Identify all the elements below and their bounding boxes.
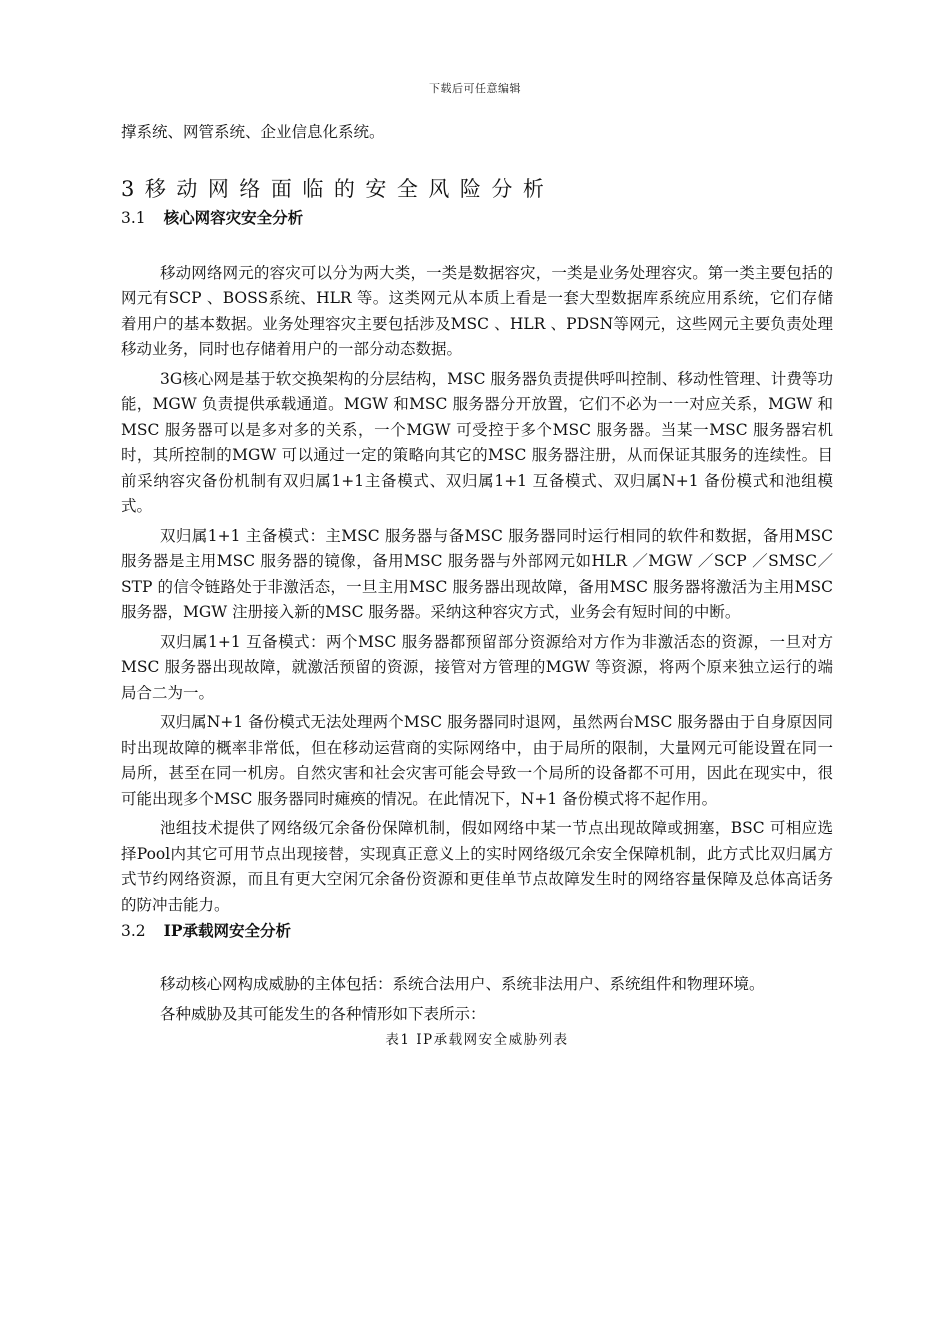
page-header: 下载后可任意编辑 [429, 82, 521, 95]
document-body [121, 120, 833, 1051]
section-heading-3-2 [121, 918, 833, 944]
body-paragraph: 3G核心网是基于软交换架构的分层结构，MSC 服务器负责提供呼叫控制、移动性管理、计费等功能，MGW 负责提供承载通道。MGW 和MSC 服务器分开放置，它们不必为一一对应关系，MGW 和MSC 服务器可以是多对多的关系，一个MGW 可受控于多个MSC 服务器。当某一MSC 服务器宕机时，其所控制的MGW 可以通过一定的策略向其它的MSC 服务器注册，从而保证其服务的连续性。目前采纳容灾备份机制有双归属1+1主备模式、双归属1+1 互备模式、双归属N+1 备份模式和池组模式。 [121, 369, 833, 515]
body-paragraph: 移动网络网元的容灾可以分为两大类，一类是数据容灾，一类是业务处理容灾。第一类主要包括的网元有SCP 、BOSS系统、HLR 等。这类网元从本质上看是一套大型数据库系统应用系统，它们存储着用户的基本数据。业务处理容灾主要包括涉及MSC 、HLR 、PDSN等网元，这些网元主要负责处理移动业务，同时也存储着用户的一部分动态数据。 [121, 263, 833, 358]
section-heading-3-1 [121, 205, 833, 231]
section-title: IP承载网安全分析 [163, 921, 292, 940]
chapter-heading: 3移动网络面临的安全风险分析 [121, 176, 555, 201]
body-paragraph: 双归属N+1 备份模式无法处理两个MSC 服务器同时退网，虽然两台MSC 服务器由于自身原因同时出现故障的概率非常低，但在移动运营商的实际网络中，由于局所的限制，大量网元可能设置在同一局所，甚至在同一机房。自然灾害和社会灾害可能会导致一个局所的设备都不可用，因此在现实中，很可能出现多个MSC 服务器同时瘫痪的情况。在此情况下，N+1 备份模式将不起作用。 [121, 713, 833, 808]
body-paragraph: 双归属1+1 互备模式：两个MSC 服务器都预留部分资源给对方作为非激活态的资源，一旦对方MSC 服务器出现故障，就激活预留的资源，接管对方管理的MGW 等资源，将两个原来独立运行的端局合二为一。 [121, 632, 833, 702]
continued-paragraph: 撑系统、网管系统、企业信息化系统。 [121, 123, 385, 141]
section-title: 核心网容灾安全分析 [163, 207, 304, 227]
section-number: 3.1 [121, 208, 146, 227]
table-caption: 表1 IP承载网安全威胁列表 [385, 1032, 569, 1048]
body-paragraph: 双归属1+1 主备模式：主MSC 服务器与备MSC 服务器同时运行相同的软件和数据，备用MSC 服务器是主用MSC 服务器的镜像，备用MSC 服务器与外部网元如HLR ／MGW ／SCP ／SMSC／STP 的信令链路处于非激活态，一旦主用MSC 服务器出现故障，备用MSC 服务器将激活为主用MSC 服务器，MGW 注册接入新的MSC 服务器。采纳这种容灾方式，业务会有短时间的中断。 [121, 526, 833, 621]
body-paragraph: 各种威胁及其可能发生的各种情形如下表所示： [160, 1004, 486, 1023]
body-paragraph: 池组技术提供了网络级冗余备份保障机制，假如网络中某一节点出现故障或拥塞，BSC 可相应选择Pool内其它可用节点出现接替，实现真正意义上的实时网络级冗余安全保障机制，此方式比双归属方式节约网络资源，而且有更大空闲冗余备份资源和更佳单节点故障发生时的网络容量保障及总体高话务的防冲击能力。 [121, 819, 833, 914]
section-number: 3.2 [121, 922, 146, 940]
body-paragraph: 移动核心网构成威胁的主体包括：系统合法用户、系统非法用户、系统组件和物理环境。 [160, 975, 765, 993]
